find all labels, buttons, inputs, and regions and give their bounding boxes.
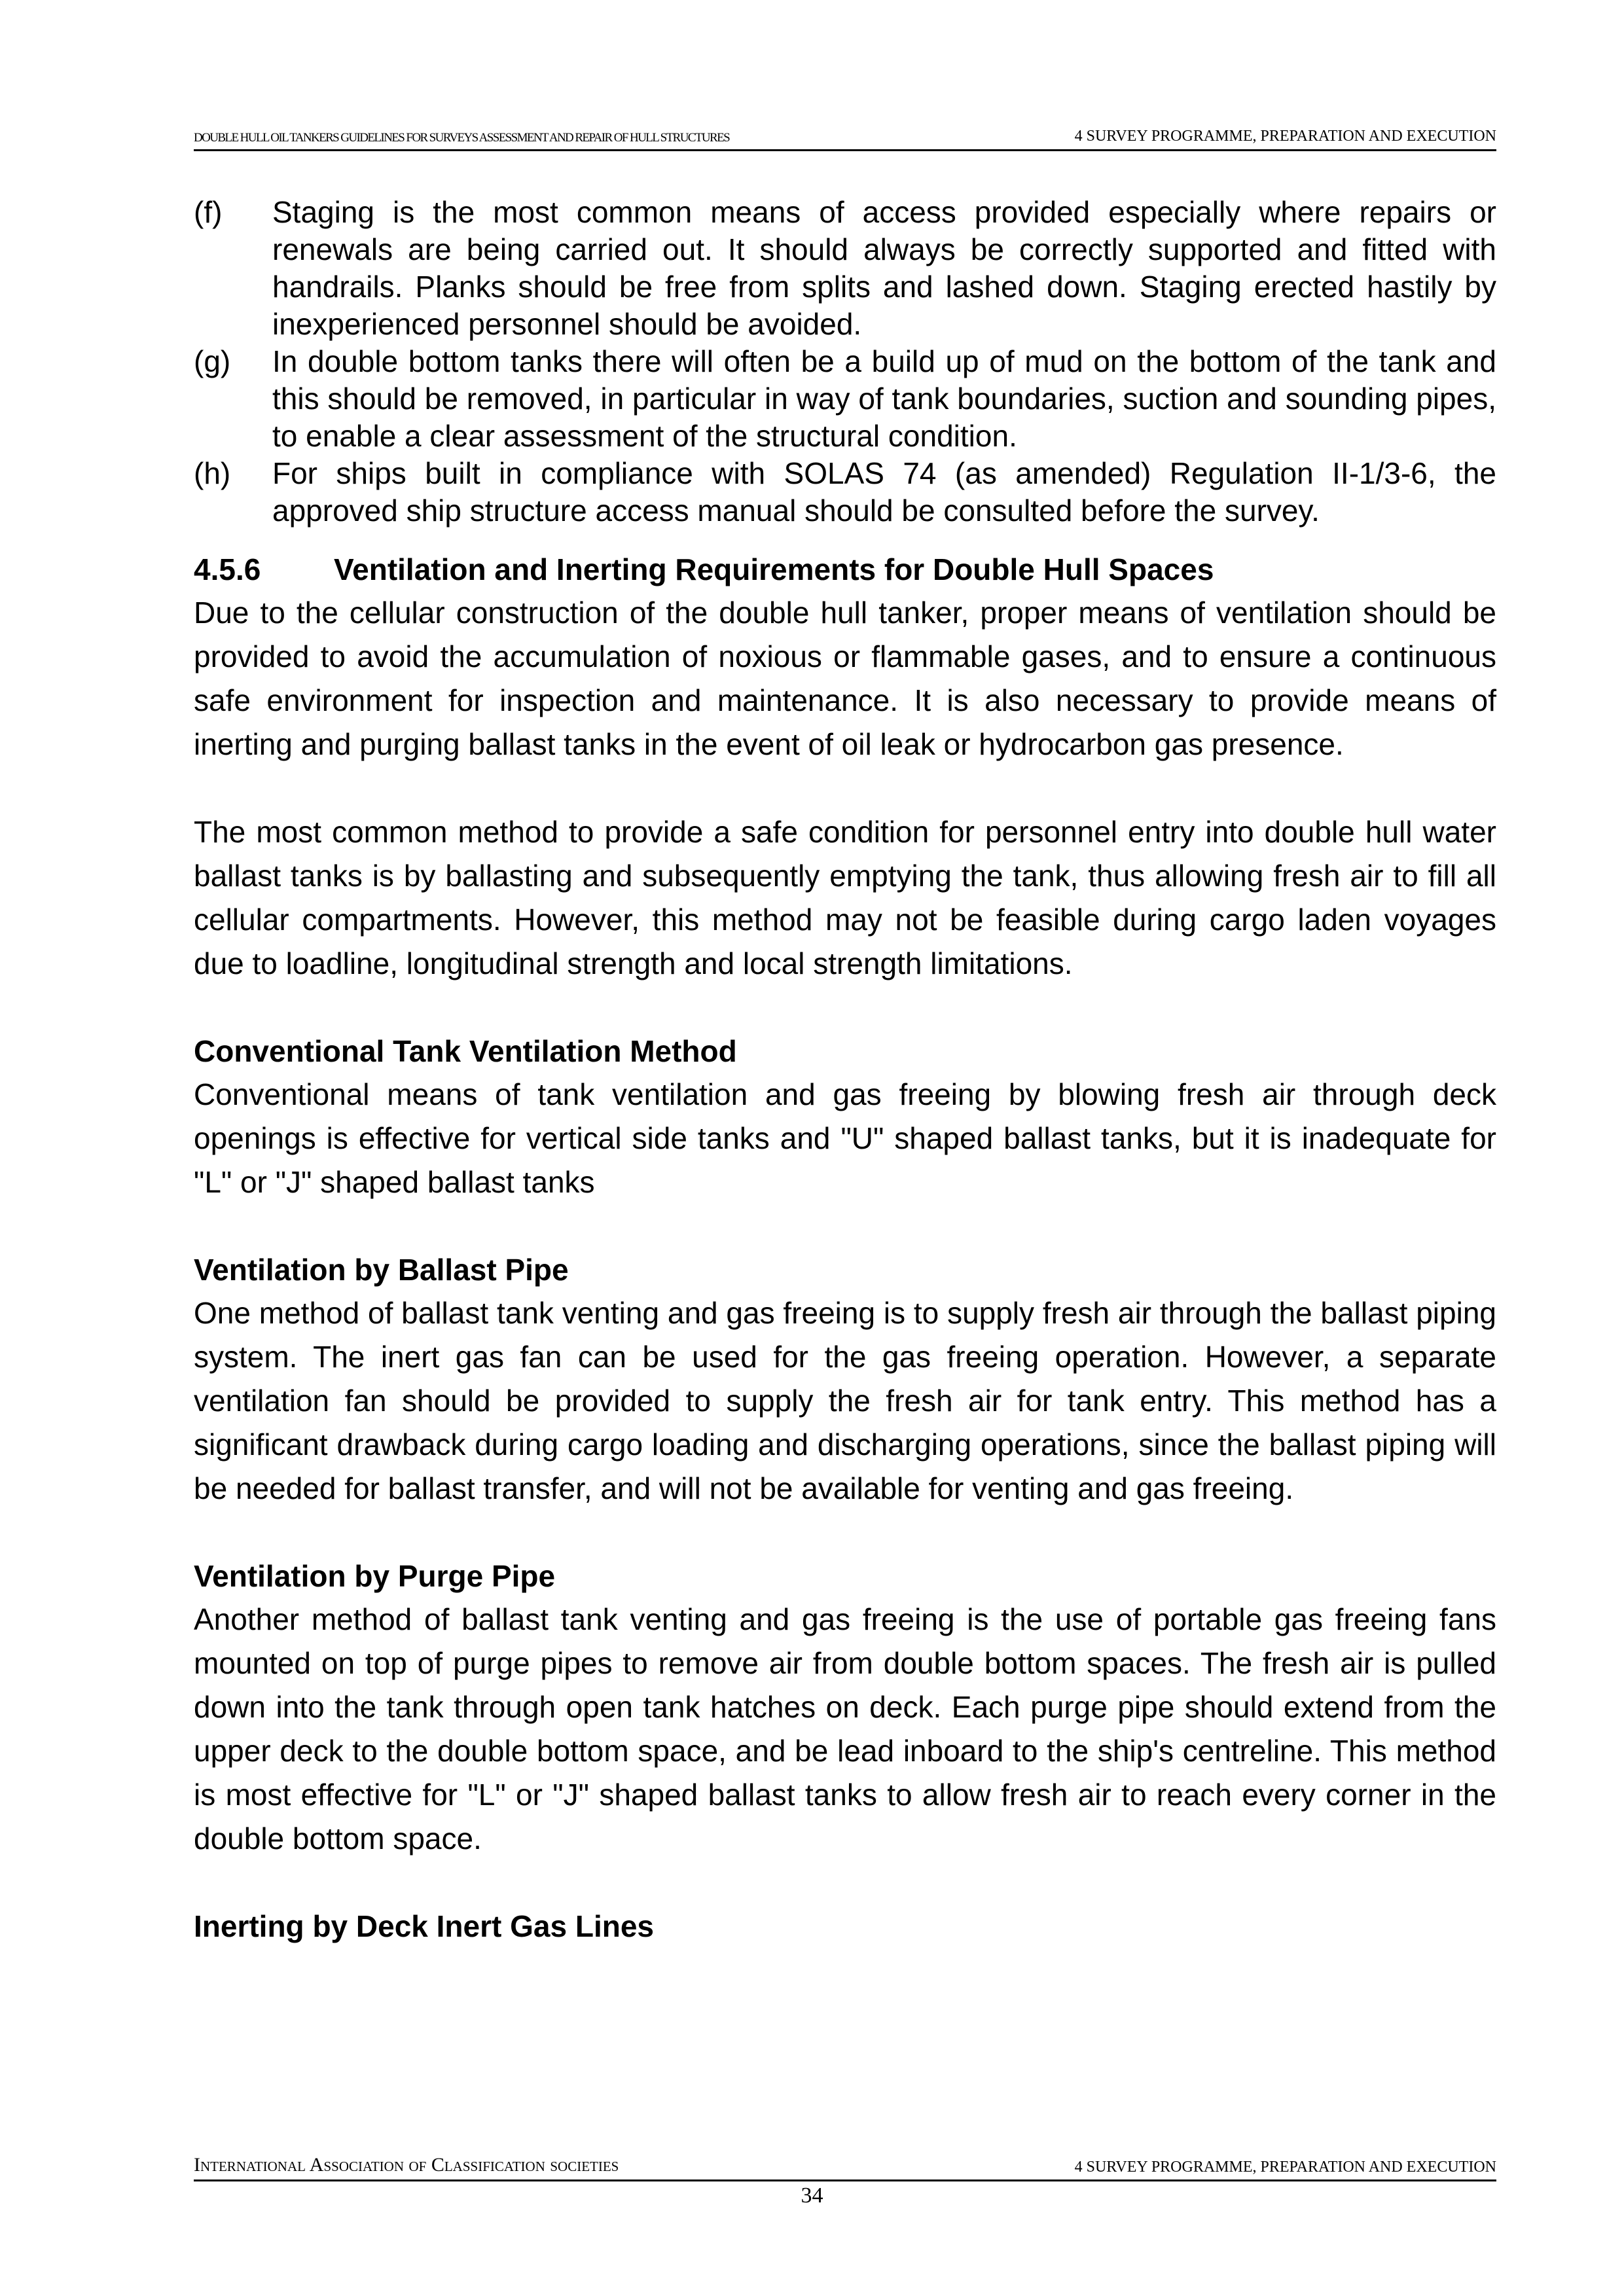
list-item-text: For ships built in compliance with SOLAS 74 (as amended) Regulation II-1/3-6, the approved ship structure access manual should be consulted before the survey. [272,456,1496,528]
section-paragraph-1: Due to the cellular construction of the double hull tanker, proper means of ventilation should be provided to avoid the accumulation of noxious or flammable gases, and to ensure a continuous safe environment for inspection and maintenance. It is also necessary to provide means of inerting and purging ballast tanks in the event of oil leak or hydrocarbon gas presence. [194,596,1496,761]
subsection-text-ballast-pipe: One method of ballast tank venting and gas freeing is to supply fresh air through the ballast piping system. The inert gas fan can be used for the gas freeing operation. However, a separate ventilation fan should be provided to supply the fresh air for tank entry. This method has a significant drawback during cargo loading and discharging operations, since the ballast piping will be needed for ballast transfer, and will not be available for venting and gas freeing. [194,1296,1496,1505]
section-heading [194,548,1496,591]
header-chapter-title: 4 SURVEY PROGRAMME, PREPARATION AND EXECUTION [1074,128,1496,145]
list-item-g [194,343,1496,455]
subsection-text-purge-pipe: Another method of ballast tank venting and gas freeing is the use of portable gas freeing fans mounted on top of purge pipes to remove air from double bottom spaces. The fresh air is pulled down into the tank through open tank hatches on deck. Each purge pipe should extend from the upper deck to the double bottom space, and be lead inboard to the ship's centreline. This method is most effective for "L" or "J" shaped ballast tanks to allow fresh air to reach every corner in the double bottom space. [194,1602,1496,1856]
section-title: Ventilation and Inerting Requirements for Double Hull Spaces [334,552,1214,586]
list-item-label: (g) [194,344,231,378]
footer-chapter-title: 4 SURVEY PROGRAMME, PREPARATION AND EXECUTION [1074,2159,1496,2176]
page-number: 34 [801,2183,823,2208]
subsection-heading-ballast-pipe: Ventilation by Ballast Pipe [194,1253,569,1287]
list-item-text: Staging is the most common means of access provided especially where repairs or renewals are being carried out. It should always be correctly supported and fitted with handrails. Planks should be free from splits and lashed down. Staging erected hastily by inexperienced personnel should be avoided. [272,195,1496,341]
subsection-heading-inerting: Inerting by Deck Inert Gas Lines [194,1909,654,1943]
subsection-heading-purge-pipe: Ventilation by Purge Pipe [194,1559,556,1593]
list-item-h [194,455,1496,529]
list-item-label: (h) [194,456,231,490]
list-item-label: (f) [194,195,223,229]
header-document-title: DOUBLE HULL OIL TANKERS GUIDELINES FOR SURVEYS ASSESSMENT AND REPAIR OF HULL STRUCTURES [194,131,730,145]
running-footer [194,2154,1496,2181]
section-paragraph-2: The most common method to provide a safe condition for personnel entry into double hull water ballast tanks is by ballasting and subsequently emptying the tank, thus allowing fresh air to fill all cellular compartments. However, this method may not be feasible during cargo laden voyages due to loadline, longitudinal strength and local strength limitations. [194,815,1496,980]
section-number: 4.5.6 [194,552,261,586]
subsection-text-conventional: Conventional means of tank ventilation and gas freeing by blowing fresh air through deck openings is effective for vertical side tanks and "U" shaped ballast tanks, but it is inadequate for "L" or "J" shaped ballast tanks [194,1077,1496,1199]
running-header [194,126,1496,151]
subsection-heading-conventional: Conventional Tank Ventilation Method [194,1034,737,1068]
page-body [194,194,1496,1948]
list-item-text: In double bottom tanks there will often be a build up of mud on the bottom of the tank and this should be removed, in particular in way of tank boundaries, suction and sounding pipes, to enable a clear assessment of the structural condition. [272,344,1496,453]
list-item-f [194,194,1496,343]
footer-organization: International Association of Classification societies [194,2154,619,2176]
